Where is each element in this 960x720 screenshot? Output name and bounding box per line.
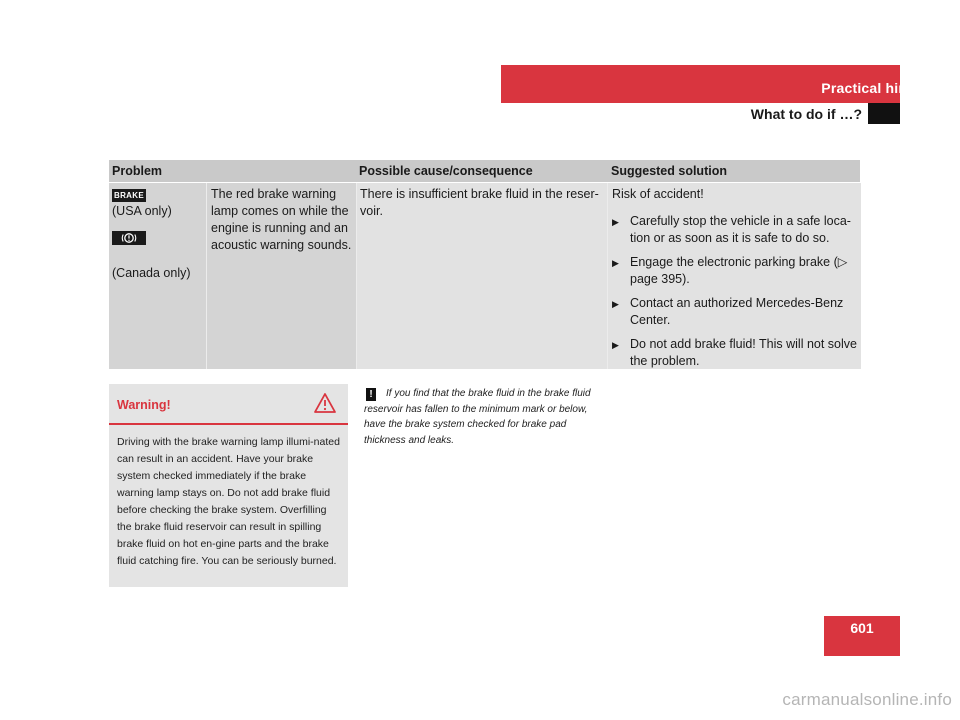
warning-title: Warning! bbox=[117, 398, 171, 412]
problem-description-cell bbox=[206, 183, 356, 369]
warning-triangle-icon bbox=[313, 392, 337, 419]
solution-step-text: Do not add brake fluid! This will not solve the problem. bbox=[630, 337, 857, 368]
solution-step-text: Carefully stop the vehicle in a safe loca-tion or as soon as it is safe to do so. bbox=[630, 214, 851, 245]
problem-indicator-cell bbox=[109, 183, 206, 369]
exclamation-icon: ! bbox=[366, 388, 376, 401]
brake-circle-icon bbox=[112, 231, 146, 245]
brake-warning-icon: BRAKE bbox=[112, 189, 146, 202]
section-title: Practical hints bbox=[821, 80, 920, 96]
table-header bbox=[109, 160, 860, 182]
solution-step-text[interactable]: Engage the electronic parking brake (▷ page 395). bbox=[630, 255, 848, 286]
problem-description: The red brake warning lamp comes on while the engine is running and an acoustic warning sounds. bbox=[211, 187, 352, 252]
note-text: If you find that the brake fluid in the brake fluid reservoir has fallen to the minimum mark or below, have the brake system checked for brake pad thickness and leaks. bbox=[364, 388, 591, 446]
warning-text: Driving with the brake warning lamp illumi-nated can result in an accident. Have your brake system checked immediately if the brake warning lamp stays on. Do not add brake fluid before checking the brake system. Overfilling the brake fluid reservoir can result in spilling brake fluid on hot en-gine parts and the brake fluid catching fire. You can be seriously burned. bbox=[117, 436, 340, 567]
bullet-arrow-icon: ▶ bbox=[612, 217, 619, 227]
cause-text: There is insufficient brake fluid in the reser-voir. bbox=[360, 187, 599, 218]
canada-only-label: (Canada only) bbox=[112, 266, 191, 280]
column-header-problem: Problem bbox=[112, 164, 163, 178]
solution-step-text: Contact an authorized Mercedes-Benz Center. bbox=[630, 296, 844, 327]
warning-divider bbox=[109, 423, 348, 425]
bullet-arrow-icon: ▶ bbox=[612, 340, 619, 350]
warning-box bbox=[109, 384, 348, 587]
table-row bbox=[109, 183, 860, 369]
subsection-title: What to do if …? bbox=[750, 106, 862, 122]
solution-intro: Risk of accident! bbox=[612, 187, 704, 201]
watermark: carmanualsonline.info bbox=[782, 690, 952, 709]
solution-cell bbox=[607, 183, 861, 369]
troubleshooting-table bbox=[109, 160, 860, 369]
usa-only-label: (USA only) bbox=[112, 204, 172, 218]
column-header-cause: Possible cause/consequence bbox=[359, 164, 533, 178]
bullet-arrow-icon: ▶ bbox=[612, 258, 619, 268]
page-number: 601 bbox=[824, 616, 900, 656]
column-header-solution: Suggested solution bbox=[611, 164, 727, 178]
cause-cell bbox=[356, 183, 607, 369]
bullet-arrow-icon: ▶ bbox=[612, 299, 619, 309]
header-marker bbox=[868, 103, 900, 124]
